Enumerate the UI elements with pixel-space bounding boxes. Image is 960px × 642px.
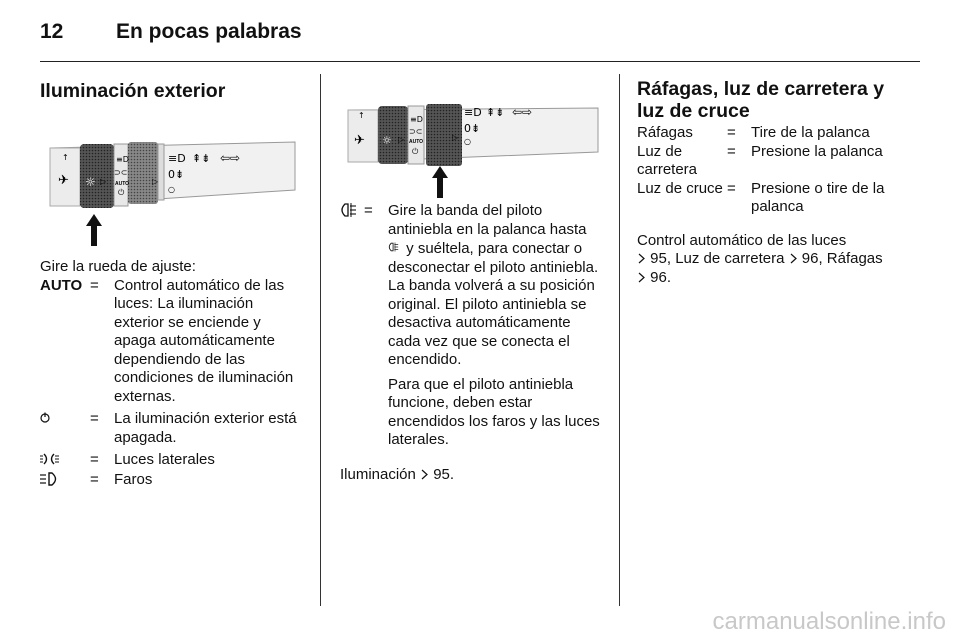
- list-item: AUTO = Control automático de las luces: La iluminación exterior se enciende y apaga automáticamente dependiendo de las condiciones de iluminación externas.: [40, 277, 302, 411]
- intro-text: Gire la rueda de ajuste:: [40, 258, 196, 275]
- page-number: 12: [40, 20, 64, 43]
- fog-light-lever-illustration: [340, 88, 602, 202]
- light-switch-lever-illustration: [40, 122, 300, 248]
- term-auto: AUTO: [40, 276, 83, 294]
- svg-text:AUTO: AUTO: [115, 181, 130, 187]
- term-flash: Ráfagas: [637, 124, 693, 141]
- svg-text:⇞⇟: ⇞⇟: [486, 106, 505, 119]
- desc-high-beam: Presione la palanca: [751, 142, 883, 160]
- svg-text:▷: ▷: [398, 135, 405, 144]
- watermark: carmanualsonline.info: [712, 608, 946, 635]
- svg-text:⊃⊂: ⊃⊂: [114, 168, 128, 177]
- svg-text:⊃⊂: ⊃⊂: [409, 127, 423, 136]
- svg-text:⏻: ⏻: [412, 147, 419, 156]
- svg-text:≡D: ≡D: [116, 155, 129, 164]
- list-item: = Faros: [40, 471, 302, 491]
- svg-text:▷: ▷: [452, 133, 459, 142]
- fog-light-desc: Gire la banda del piloto antiniebla en la palanca hasta y suéltela, para conectar o desconectar el piloto antiniebla. La banda volverá a su posición original. El piloto antiniebla se desactiva automáticamente cada vez que se conecta el encendido.: [388, 202, 599, 368]
- svg-text:⇞⇟: ⇞⇟: [192, 152, 211, 165]
- list-item: Luz de carretera = Presione la palanca: [637, 143, 899, 180]
- light-switch-figure: [40, 122, 302, 248]
- column-divider-2: [619, 74, 620, 606]
- svg-text:0⇟: 0⇟: [464, 122, 481, 135]
- svg-text:⇦⇨: ⇦⇨: [220, 151, 241, 165]
- page-reference-icon: [420, 469, 429, 480]
- svg-text:↑: ↑: [62, 153, 69, 162]
- desc-auto: Control automático de las luces: La iluminación exterior se enciende y apaga automáticamente dependiendo de las condiciones de iluminación externas.: [114, 276, 294, 405]
- desc-off: La iluminación exterior está apagada.: [114, 410, 297, 446]
- list-item: Luz de cruce = Presione o tire de la palanca: [637, 180, 899, 217]
- power-off-icon: [40, 410, 70, 426]
- page-reference-icon: [637, 272, 646, 283]
- fog-light-lever-figure: [340, 88, 604, 202]
- svg-text:⏻: ⏻: [118, 188, 125, 197]
- term-low-beam: Luz de cruce: [637, 179, 723, 197]
- desc-side-lights: Luces laterales: [114, 451, 215, 468]
- svg-text:⇦⇨: ⇦⇨: [512, 105, 533, 119]
- svg-text:○: ○: [464, 137, 471, 146]
- column-flash-beams: [637, 74, 899, 287]
- svg-text:✈: ✈: [58, 173, 69, 188]
- svg-text:▷: ▷: [152, 177, 159, 186]
- rear-fog-light-icon: [340, 202, 362, 218]
- beam-operation-list: [637, 124, 899, 217]
- page-title: En pocas palabras: [116, 20, 302, 43]
- svg-text:○: ○: [168, 185, 175, 194]
- cross-references: Control automático de las luces 95, Luz de carretera 96, Ráfagas 96.: [637, 231, 883, 286]
- svg-text:↑: ↑: [358, 111, 365, 120]
- lighting-reference: Iluminación 95.: [340, 465, 455, 483]
- page-reference-icon: [637, 253, 646, 264]
- svg-text:≡D: ≡D: [168, 152, 186, 165]
- fog-light-note: Para que el piloto antiniebla funcione, deben estar encendidos los faros y las luces laterales.: [388, 375, 600, 448]
- desc-flash: Tire de la palanca: [751, 124, 870, 141]
- svg-text:☼: ☼: [85, 175, 96, 189]
- column-fog-light: [340, 74, 604, 484]
- switch-positions-list: [40, 277, 302, 491]
- column-divider-1: [320, 74, 321, 606]
- desc-low-beam: Presione o tire de la palanca: [751, 179, 885, 215]
- section-heading-exterior-lighting: Iluminación exterior: [40, 80, 226, 102]
- svg-text:0⇟: 0⇟: [168, 168, 185, 181]
- svg-text:✈: ✈: [354, 133, 365, 148]
- page-header: [40, 20, 920, 62]
- svg-text:≡D: ≡D: [464, 106, 482, 119]
- desc-headlights: Faros: [114, 470, 153, 488]
- list-item: = Luces laterales: [40, 451, 302, 471]
- page-reference-icon: [789, 253, 798, 264]
- svg-text:AUTO: AUTO: [409, 139, 424, 145]
- list-item: Ráfagas = Tire de la palanca: [637, 124, 899, 143]
- list-item: = La iluminación exterior está apagada.: [40, 410, 302, 451]
- term-high-beam: Luz de carretera: [637, 142, 698, 178]
- svg-text:☼: ☼: [382, 134, 392, 147]
- section-heading-flash-beams: Ráfagas, luz de carretera y luz de cruce: [637, 78, 885, 122]
- side-lights-icon: [40, 451, 70, 467]
- column-exterior-lighting: [40, 74, 302, 490]
- svg-text:▷: ▷: [100, 177, 107, 186]
- headlights-icon: [40, 471, 70, 487]
- rear-fog-light-icon: [388, 239, 402, 255]
- fog-light-list: [340, 202, 604, 450]
- svg-text:≡D: ≡D: [410, 115, 423, 124]
- list-item: = Gire la banda del piloto antiniebla en la palanca hasta y suéltela, para conectar o desconectar el piloto antiniebla. La banda volverá a su posición original. El piloto antiniebla se desactiva automáticamente cada vez que se conecta el encendido. Para que el piloto antiniebla funcione, deben estar encendidos los faros y las luces laterales.: [340, 202, 604, 450]
